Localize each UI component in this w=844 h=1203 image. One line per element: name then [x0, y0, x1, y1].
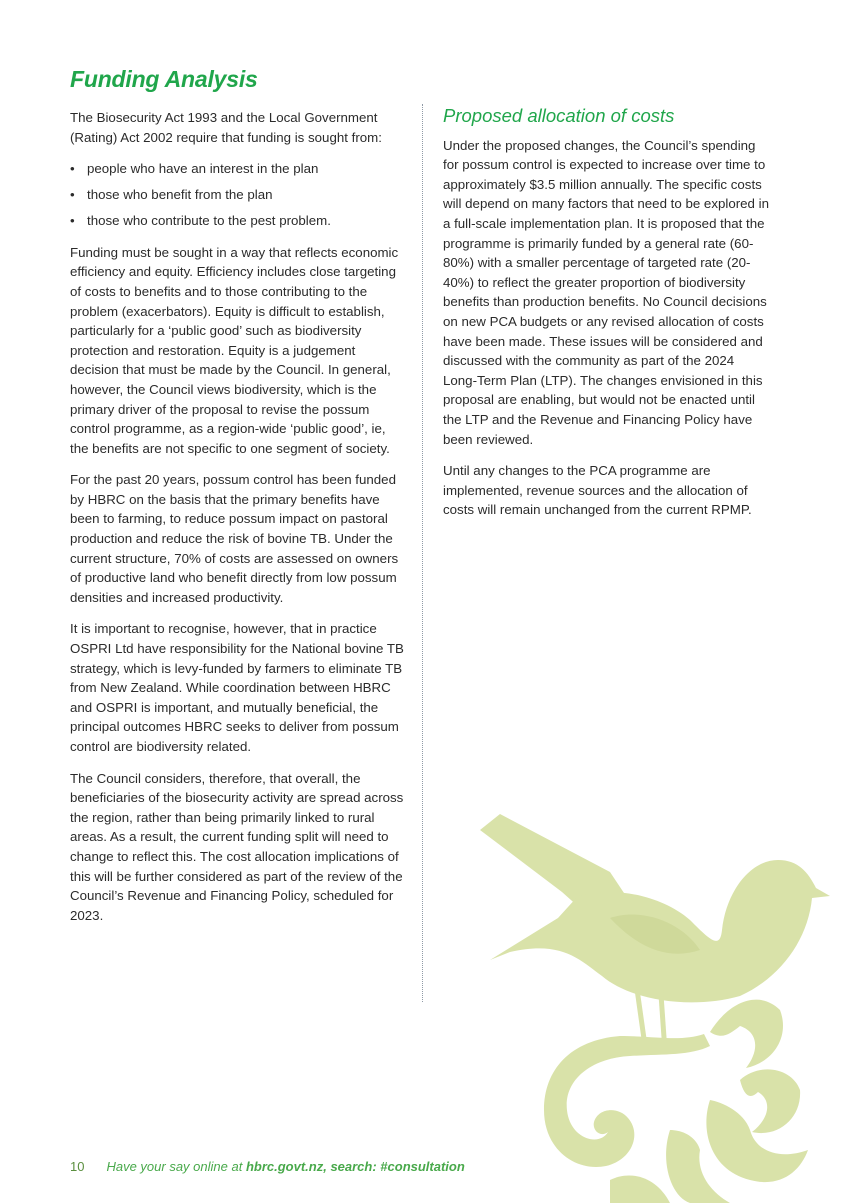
bird-icon [460, 800, 844, 1203]
beneficiaries-paragraph: The Council considers, therefore, that overall, the beneficiaries of the biosecurity activity are spread across the region, rather than being primarily linked to rural areas. As a result, the current funding split will need to change to reflect this. The cost allocation implications of this will be further considered as part of the review of the Council’s Revenue and Financing Policy, scheduled for 2023. [70, 770, 404, 923]
list-item: • people who have an interest in the plan [70, 159, 404, 179]
ospri-paragraph: It is important to recognise, however, that in practice OSPRI Ltd have responsibility for the National bovine TB strategy, which is levy-funded by farmers to eliminate TB from New Zealand. While coordination between HBRC and OSPRI is important, and mutually beneficial, the principal outcomes HBRC seeks to deliver from possum control are biodiversity related. [70, 621, 404, 754]
page-number: 10 [70, 1159, 85, 1174]
intro-paragraph: The Biosecurity Act 1993 and the Local Government (Rating) Act 2002 require that funding is sought from: [70, 110, 382, 145]
footer [70, 1159, 465, 1174]
funding-sources-list [70, 159, 404, 231]
section-subheading: Proposed allocation of costs [443, 105, 675, 126]
history-paragraph: For the past 20 years, possum control has been funded by HBRC on the basis that the primary benefits have been to farming, to reduce possum impact on pastoral production and reduce the risk of bovine TB. Under the current structure, 70% of costs are assessed on owners of productive land who benefit directly from low possum densities and increased productivity. [70, 472, 399, 605]
list-item: • those who benefit from the plan [70, 185, 404, 205]
footer-text: Have your say online at [106, 1159, 246, 1174]
list-item: • those who contribute to the pest problem. [70, 211, 404, 231]
interim-paragraph: Until any changes to the PCA programme are implemented, revenue sources and the allocation of costs will remain unchanged from the current RPMP. [443, 463, 752, 518]
efficiency-equity-paragraph: Funding must be sought in a way that reflects economic efficiency and equity. Efficiency includes close targeting of costs to benefits and to those contributing to the problem (exacerbators). Equity is difficult to establish, particularly for a ‘public good’ such as biodiversity protection and restoration. Equity is a judgement decision that must be made by the Council. In general, however, the Council views biodiversity, which is the primary driver of the proposal to revise the possum control programme, as a region-wide ‘public good’, ie, the benefits are not specific to one segment of society. [70, 244, 399, 456]
left-column [70, 108, 404, 937]
proposed-changes-paragraph: Under the proposed changes, the Council’s spending for possum control is expected to increase over time to approximately $3.5 million annually. The specific costs will depend on many factors that need to be explored in a full-scale implementation plan. It is proposed that the programme is primarily funded by a general rate (60-80%) with a smaller percentage of targeted rate (20-40%) to reflect the greater proportion of biodiversity benefits than production benefits. No Council decisions on new PCA budgets or any revised allocation of costs have been made. These issues will be considered and discussed with the community as part of the 2024 Long-Term Plan (LTP). The changes envisioned in this proposal are enabling, but would not be enacted until the LTP and the Revenue and Financing Policy have been reviewed. [443, 137, 769, 447]
right-column [443, 106, 771, 532]
column-divider [422, 104, 423, 1002]
page-title: Funding Analysis [70, 66, 258, 92]
consultation-link[interactable]: hbrc.govt.nz, search: #consultation [245, 1159, 465, 1174]
